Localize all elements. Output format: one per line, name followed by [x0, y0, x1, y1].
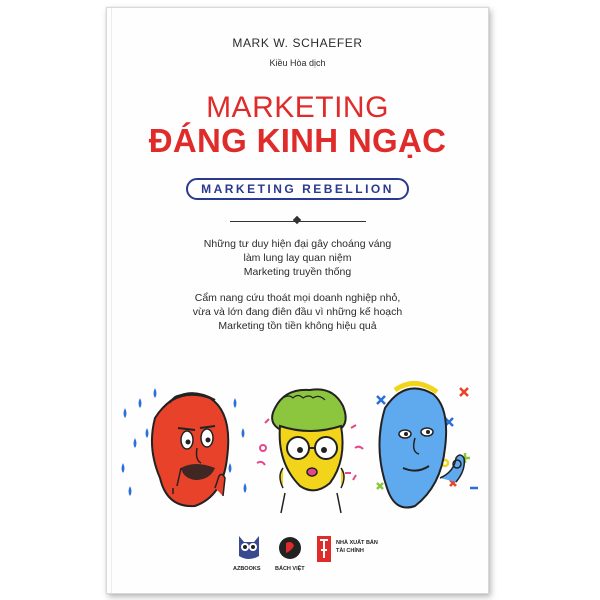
nxb-label-line2: TÀI CHÍNH [336, 548, 364, 554]
tagline-line: vừa và lớn đang điên đầu vì những kế hoạch [192, 306, 403, 318]
subtitle-badge: MARKETING REBELLION [186, 178, 409, 200]
author-name: MARK W. SCHAEFER [232, 36, 363, 50]
tagline-line: Cẩm nang cứu thoát mọi doanh nghiệp nhỏ, [194, 292, 401, 304]
tagline-line: Marketing truyền thống [243, 266, 352, 278]
nxb-label-line1: NHÀ XUẤT BẢN [336, 540, 378, 546]
tagline-paragraph-1 [107, 237, 488, 279]
diamond-ornament-icon [293, 216, 301, 224]
title-line-2: ĐÁNG KINH NGẠC [148, 122, 447, 159]
yellow-face-character [272, 389, 346, 513]
cartoon-faces-illustration [115, 368, 480, 518]
bachviet-logo-icon [277, 534, 303, 562]
azbooks-label: AZBOOKS [233, 566, 261, 572]
tagline-line: làm lung lay quan niệm [243, 252, 352, 264]
nxb-taichinh-logo-icon [316, 534, 332, 564]
blue-face-character [379, 383, 464, 507]
tagline-line: Marketing tồn tiền không hiệu quả [218, 320, 377, 332]
red-face-character [152, 393, 228, 506]
publisher-logos [107, 530, 488, 575]
tagline-paragraph-2 [107, 291, 488, 333]
title-line-1: MARKETING [206, 91, 389, 124]
tagline-line: Những tư duy hiện đại gây choáng váng [203, 238, 392, 250]
book-cover [106, 7, 489, 594]
bachviet-label: BÁCH VIỆT [275, 566, 305, 572]
translator-credit: Kiều Hòa dịch [269, 58, 326, 68]
azbooks-owl-logo-icon [234, 532, 264, 566]
